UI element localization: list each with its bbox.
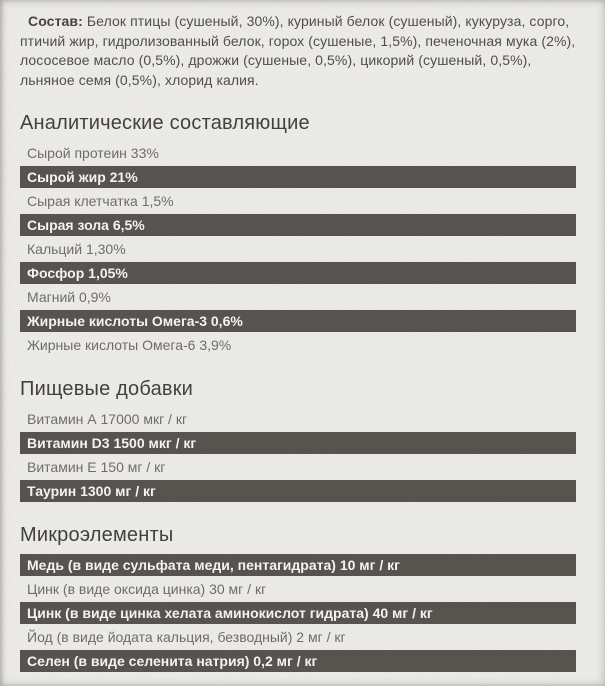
section-rows: [20, 554, 576, 672]
nutrition-row: Таурин 1300 мг / кг: [20, 480, 576, 502]
section-title: Аналитические составляющие: [20, 112, 310, 134]
nutrition-row: Цинк (в виде оксида цинка) 30 мг / кг: [27, 581, 267, 597]
nutrition-row: Магний 0,9%: [27, 289, 111, 305]
nutrition-row: Витамин А 17000 мкг / кг: [27, 411, 188, 427]
nutrition-section-3: [20, 524, 581, 672]
composition-paragraph: [20, 12, 581, 90]
nutrition-section-1: [20, 112, 581, 356]
nutrition-row: Кальций 1,30%: [27, 241, 126, 257]
section-title: Микроэлементы: [20, 524, 174, 546]
nutrition-section-2: [20, 378, 581, 502]
nutrition-row: Фосфор 1,05%: [20, 262, 576, 284]
nutrition-sections: [20, 112, 581, 672]
section-rows: [20, 142, 576, 356]
nutrition-row: Витамин Е 150 мг / кг: [27, 459, 166, 475]
nutrition-row: Цинк (в виде цинка хелата аминокислот гидрата) 40 мг / кг: [20, 602, 576, 624]
composition-label: Состав:: [28, 13, 83, 29]
nutrition-row: Витамин D3 1500 мкг / кг: [20, 432, 576, 454]
nutrition-row: Сырая зола 6,5%: [20, 214, 576, 236]
nutrition-row: Сырой жир 21%: [20, 166, 576, 188]
nutrition-row: Жирные кислоты Омега-6 3,9%: [27, 337, 232, 353]
nutrition-row: Йод (в виде йодата кальция, безводный) 2 мг / кг: [27, 629, 346, 645]
section-title: Пищевые добавки: [20, 378, 194, 400]
nutrition-row: Жирные кислоты Омега-3 0,6%: [20, 310, 576, 332]
nutrition-row: Сырой протеин 33%: [27, 145, 159, 161]
nutrition-row: Сырая клетчатка 1,5%: [27, 193, 174, 209]
section-rows: [20, 408, 576, 502]
nutrition-row: Селен (в виде селенита натрия) 0,2 мг / кг: [20, 650, 576, 672]
nutrition-row: Медь (в виде сульфата меди, пентагидрата) 10 мг / кг: [20, 554, 576, 576]
composition-text: Белок птицы (сушеный, 30%), куриный белок (сушеный), кукуруза, сорго, птичий жир, гидролизованный белок, горох (сушеные, 1,5%), печеночная мука (2%), лососевое масло (0,5%), дрожжи (сушеные, 0,5%), цикорий (сушеный, 0,5%), льняное семя (0,5%), хлорид калия.: [20, 13, 576, 88]
